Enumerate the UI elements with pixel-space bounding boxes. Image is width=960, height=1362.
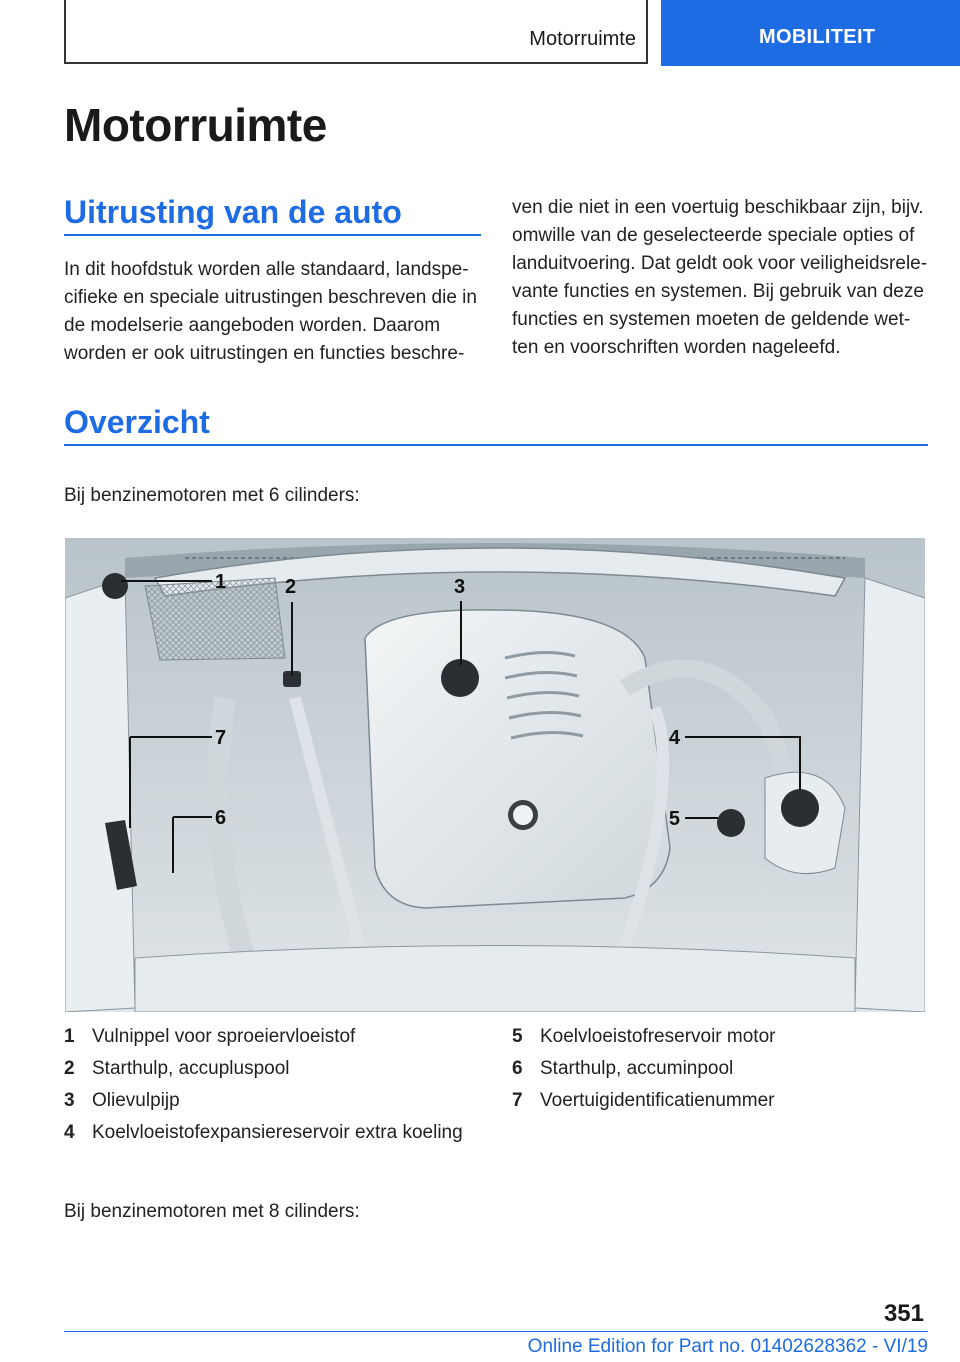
legend-number: 2 (64, 1058, 75, 1079)
heading-rule (64, 444, 928, 446)
callout-label: 1 (215, 571, 227, 593)
callout-label: 3 (454, 576, 466, 598)
text-line: cifieke en speciale uitrustingen beschreven die in (64, 287, 477, 308)
legend-left (64, 1026, 504, 1150)
callout-label: 5 (668, 808, 680, 830)
page-title: Motorruimte (64, 99, 327, 151)
equipment-text-right (512, 194, 932, 362)
chapter-tab[interactable] (661, 0, 960, 66)
callout-label: 4 (668, 727, 680, 749)
legend-number: 6 (512, 1058, 523, 1079)
callout-label: 2 (285, 576, 297, 598)
overview-outro: Bij benzinemotoren met 8 cilinders: (64, 1201, 360, 1222)
callout-label: 7 (215, 727, 227, 749)
legend-text: Voertuigidentificatienummer (540, 1090, 775, 1111)
heading-rule (64, 234, 481, 236)
legend-number: 3 (64, 1090, 75, 1111)
legend-number: 7 (512, 1090, 523, 1111)
engine-bay-illustration (65, 538, 925, 1012)
legend-text: Starthulp, accuminpool (540, 1058, 734, 1079)
text-line: worden er ook uitrustingen en functies beschre- (64, 343, 465, 364)
legend-number: 5 (512, 1026, 523, 1047)
legend-text: Starthulp, accupluspool (92, 1058, 290, 1079)
legend-text: Olievulpijp (92, 1090, 180, 1111)
section-heading-overview: Overzicht (64, 404, 210, 440)
section-heading-equipment: Uitrusting van de auto (64, 194, 402, 230)
header-section-title: Motorruimte (529, 28, 636, 50)
chapter-tab-label: MOBILITEIT (759, 26, 876, 48)
overview-intro: Bij benzinemotoren met 6 cilinders: (64, 485, 360, 506)
text-line: functies en systemen moeten de geldende wet- (512, 309, 911, 330)
text-line: vante functies en systemen. Bij gebruik van deze (512, 281, 924, 302)
legend-number: 4 (64, 1122, 75, 1143)
legend-text: Vulnippel voor sproeiervloeistof (92, 1026, 356, 1047)
legend-right (512, 1026, 928, 1126)
text-line: ven die niet in een voertuig beschikbaar zijn, bijv. (512, 197, 924, 218)
text-line: In dit hoofdstuk worden alle standaard, landspe- (64, 259, 469, 280)
text-line: de modelserie aangeboden worden. Daarom (64, 315, 441, 336)
legend-number: 1 (64, 1026, 75, 1047)
footer-rule (64, 1331, 928, 1332)
text-line: landuitvoering. Dat geldt ook voor veiligheidsrele- (512, 253, 928, 274)
callout-label: 6 (215, 807, 227, 829)
legend-text: Koelvloeistofreservoir motor (540, 1026, 776, 1047)
footer-edition: Online Edition for Part no. 01402628362 - VI/19 (527, 1336, 928, 1357)
text-line: omwille van de geselecteerde speciale opties of (512, 225, 915, 246)
text-line: ten en voorschriften worden nageleefd. (512, 337, 841, 358)
page-number: 351 (883, 1300, 924, 1327)
legend-text: Koelvloeistofexpansiereservoir extra koeling (92, 1122, 463, 1143)
equipment-text-left (64, 256, 484, 368)
